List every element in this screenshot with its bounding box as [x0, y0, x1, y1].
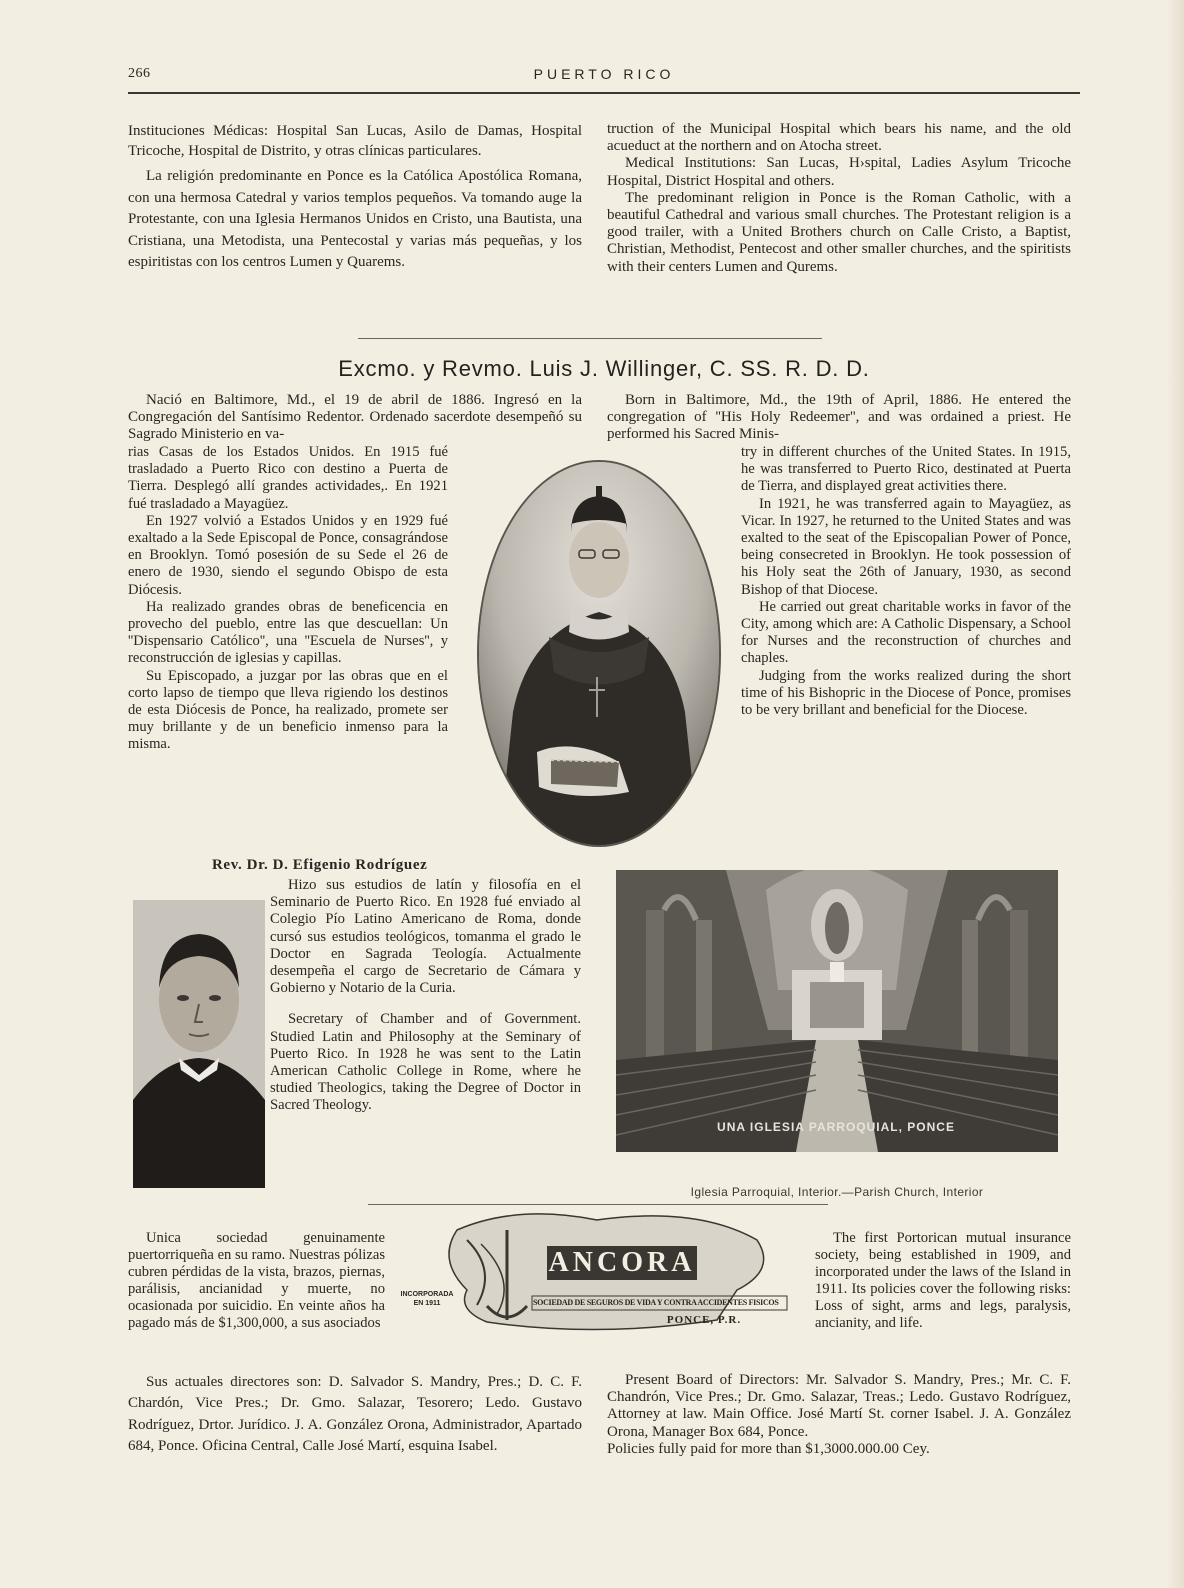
ancora-spanish-directors-paragraph: Sus actuales directores son: D. Salvador S. Mandry, Pres.; D. C. F. Chardón, Vice Pres.; Dr. Gmo. Salazar, Tesorero; Ledo. Gustavo Rodríguez, Drtor. Jurídico. J. A. González Orona, Administrador, Apartado 684, Ponce. Oficina Central, Calle José Martí, esquina Isabel. — [128, 1374, 582, 1455]
ancora-english-policies: Policies fully paid for more than $1,3000.000.00 Cey. — [607, 1440, 930, 1457]
rodriguez-portrait — [133, 900, 265, 1188]
church-photo-caption: Iglesia Parroquial, Interior.—Parish Church, Interior — [690, 1185, 984, 1199]
running-title: PUERTO RICO — [533, 66, 675, 82]
rodriguez-portrait-illustration — [133, 900, 265, 1188]
church-photo-overlay-text: UNA IGLESIA PARROQUIAL, PONCE — [717, 1120, 955, 1134]
rodriguez-english-paragraph: Secretary of Chamber and of Government. Studied Latin and Philosophy at the Seminary of Puerto Rico. In 1928 he was sent to the Latin American Catholic College in Rome, where he studied Theologics, taking the Degree of Doctor in Sacred Theology. — [270, 1011, 581, 1114]
ancora-spanish-directors — [128, 1372, 582, 1458]
bishop-english-intro — [607, 392, 1071, 444]
bishop-english-paragraph: Born in Baltimore, Md., the 19th of April, 1886. He entered the congregation of ''His Holy Redeemer'', and was ordained a priest. He performed his Sacred Minis- — [607, 392, 1071, 443]
ancora-logo-incorporated: INCORPORADA EN 1911 — [400, 1291, 454, 1307]
bishop-english-paragraph: try in different churches of the United States. In 1915, he was transferred to Puerto Rico, destinated at Puerta de Tierra, and displayed great activities there. — [741, 444, 1071, 495]
ancora-spanish-paragraph: Unica sociedad genuinamente puertorriqueña en su ramo. Nuestras pólizas cubren pérdidas de la vista, brazos, piernas, parálisis, ancianidad y muerte, no ocasionada por suicidio. En veinte años ha pagado más de $1,300,000, a sus asociados — [128, 1230, 385, 1331]
section-divider — [368, 1204, 828, 1205]
rodriguez-text — [270, 877, 581, 1115]
ancora-english-intro — [815, 1230, 1071, 1332]
ancora-logo-city: PONCE, P.R. — [666, 1314, 742, 1326]
page-edge — [1166, 0, 1184, 1588]
church-interior-photo — [616, 870, 1058, 1152]
section-divider — [358, 338, 822, 339]
page-header — [128, 64, 1080, 94]
top-spanish-paragraph: Instituciones Médicas: Hospital San Lucas, Asilo de Damas, Hospital Tricoche, Hospital de Distrito, y otras clínicas particulares. — [128, 123, 582, 159]
bishop-spanish-paragraph: En 1927 volvió a Estados Unidos y en 1929 fué exaltado a la Sede Episcopal de Ponce, consagrándose en Brooklyn. Tomó posesión de su Sede el 26 de enero de 1930, siendo el segundo Obispo de esta Diócesis. — [128, 512, 448, 598]
bishop-english-column — [741, 444, 1071, 719]
bishop-portrait — [477, 460, 721, 847]
top-spanish-paragraph: La religión predominante en Ponce es la Católica Apostólica Romana, con una hermosa Catedral y varios templos pequeños. Va tomando auge la Protestante, con una Iglesia Hermanos Unidos en Cristo, una Bautista, una Cristiana, una Metodista, una Pentecostal y varias más pequeñas, y los espiritistas con los centros Lumen y Quarems. — [128, 168, 582, 271]
bishop-spanish-paragraph: rias Casas de los Estados Unidos. En 1915 fué trasladado a Puerto Rico con destino a Puerta de Tierra. Desplegó allí grandes actividades,. En 1921 fué trasladado a Mayagüez. — [128, 444, 448, 512]
bishop-english-paragraph: He carried out great charitable works in favor of the City, among which are: A Catholic Dispensary, a School for Nurses and the reconstruction of churches and chaples. — [741, 598, 1071, 667]
bishop-spanish-column — [128, 444, 448, 754]
ancora-english-directors — [607, 1372, 1071, 1458]
church-interior-illustration — [616, 870, 1058, 1152]
bishop-spanish-paragraph: Su Episcopado, a juzgar por las obras que en el corto lapso de tiempo que lleva rigiendo los destinos de esta Diócesis de Ponce, ha realizado, promete ser muy brillante y de un beneficio inmenso para la misma. — [128, 667, 448, 753]
ancora-logo — [397, 1210, 801, 1338]
bishop-english-paragraph: Judging from the works realized during the short time of his Bishopric in the Diocese of Ponce, promises to be very brillant and beneficial for the Diocese. — [741, 667, 1071, 719]
bishop-headline: Excmo. y Revmo. Luis J. Willinger, C. SS. R. D. D. — [338, 356, 870, 381]
ancora-english-paragraph: The first Portorican mutual insurance society, being established in 1909, and incorporated under the laws of the Island in 1911. Its policies cover the following risks: Loss of sight, arms and legs, paralysis, ancianity, and life. — [815, 1230, 1071, 1331]
bishop-spanish-intro — [128, 392, 582, 444]
page-number: 266 — [128, 66, 151, 81]
ancora-logo-tagline: SOCIEDAD DE SEGUROS DE VIDA Y CONTRA ACCIDENTES FISICOS — [533, 1298, 779, 1307]
bishop-spanish-paragraph: Nació en Baltimore, Md., el 19 de abril de 1886. Ingresó en la Congregación del Santísimo Redentor. Ordenado sacerdote desempeñó su Sagrado Ministerio en va- — [128, 392, 582, 443]
bishop-spanish-paragraph: Ha realizado grandes obras de beneficencia en provecho del pueblo, entre las que descuellan: Un ''Dispensario Católico'', una ''Escuela de Nurses'', y reconstrucción de iglesias y capillas. — [128, 598, 448, 667]
ancora-logo-name: ANCORA — [548, 1247, 696, 1278]
top-spanish-column — [128, 121, 582, 274]
rodriguez-spanish-paragraph: Hizo sus estudios de latín y filosofía en el Seminario de Puerto Rico. En 1928 fué enviado al Colegio Pío Latino Americano de Roma, donde cursó sus estudios teológicos, tomanma el grado le Doctor en Sagrada Teología. Actualmente desempeña el cargo de Secretario de Cámara y Gobierno y Notario de la Curia. — [270, 877, 581, 997]
bishop-english-paragraph: In 1921, he was transferred again to Mayagüez, as Vicar. In 1927, he returned to the United States and was exalted to the seat of the Episcopalian Power of Ponce, being consecreted in Brooklyn. He took possession of his Holy seat the 26th of January, 1930, as second Bishop of that Diocese. — [741, 495, 1071, 598]
rodriguez-heading: Rev. Dr. D. Efigenio Rodríguez — [212, 857, 428, 873]
bishop-portrait-illustration — [479, 462, 719, 845]
top-english-column — [607, 121, 1071, 276]
top-english-paragraph: truction of the Municipal Hospital which bears his name, and the old acueduct at the northern and on Atocha street. — [607, 121, 1071, 155]
top-english-paragraph: The predominant religion in Ponce is the Roman Catholic, with a beautiful Cathedral and various small churches. The Protestant religion is a good trailer, with a United Brothers church on Calle Cristo, a Baptist, Christian, Methodist, Pentecost and other smaller churches, and the spiritists with their centers Lumen and Qurems. — [607, 189, 1071, 275]
ancora-spanish-intro — [128, 1230, 385, 1332]
ancora-english-directors-paragraph: Present Board of Directors: Mr. Salvador S. Mandry, Pres.; Mr. C. F. Chandrón, Vice Pres.; Dr. Gmo. Salazar, Treas.; Ledo. Gustavo Rodríguez, Attorney at law. Main Office. José Martí St. corner Isabel. J. A. González Orona, Manager Box 684, Ponce. — [607, 1372, 1071, 1440]
top-english-paragraph: Medical Institutions: San Lucas, H›spital, Ladies Asylum Tricoche Hospital, District Hospital and others. — [607, 155, 1071, 189]
